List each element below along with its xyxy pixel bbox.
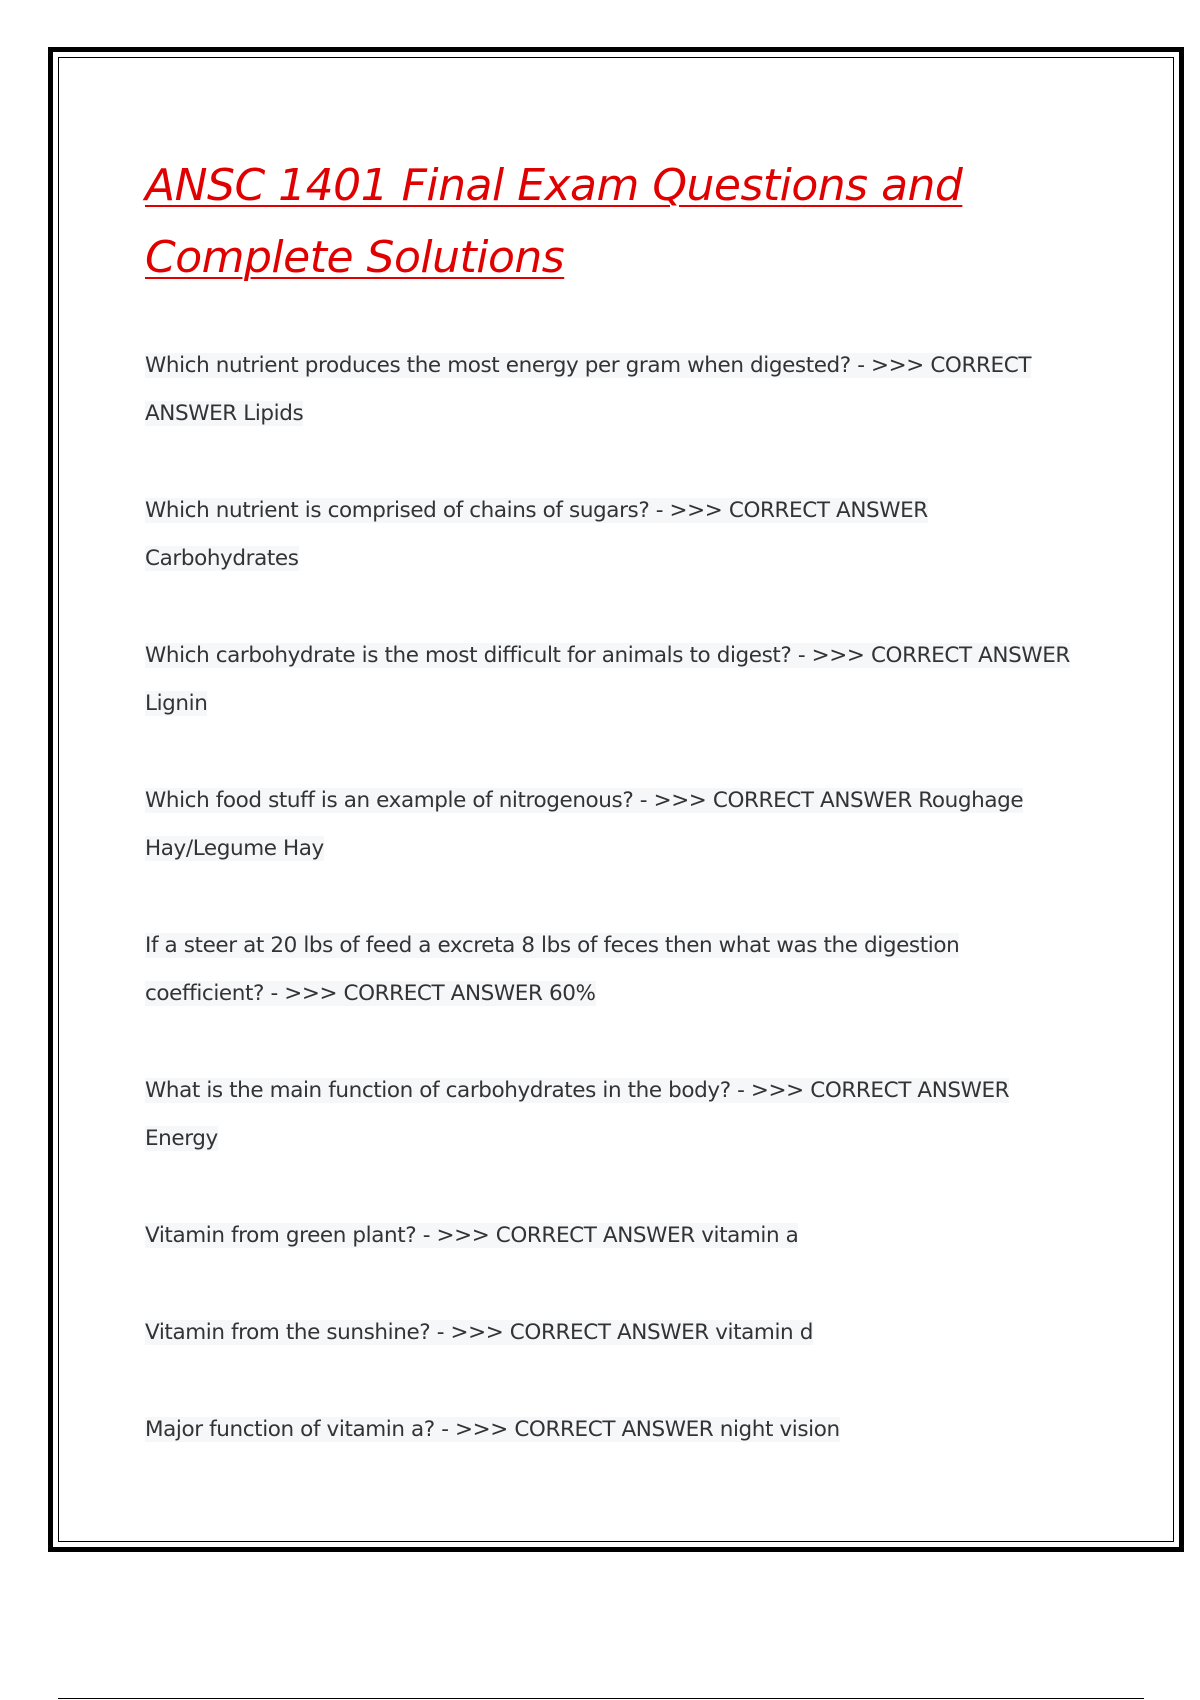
qa-item	[145, 632, 1075, 728]
qa-text: Vitamin from the sunshine? - >>> CORRECT ANSWER vitamin d	[145, 1320, 813, 1345]
qa-text: Which carbohydrate is the most difficult for animals to digest? - >>> CORRECT ANSWER Lignin	[145, 643, 1070, 716]
footer-rule	[58, 1698, 1144, 1699]
document-title-text: ANSC 1401 Final Exam Questions and Complete Solutions	[145, 160, 963, 283]
qa-list	[145, 342, 1075, 1454]
qa-text: Vitamin from green plant? - >>> CORRECT ANSWER vitamin a	[145, 1223, 799, 1248]
document-content	[145, 150, 1075, 1503]
qa-item	[145, 1309, 1075, 1357]
qa-text: Which nutrient is comprised of chains of sugars? - >>> CORRECT ANSWER Carbohydrates	[145, 498, 928, 571]
qa-item	[145, 1406, 1075, 1454]
qa-item	[145, 342, 1075, 438]
document-title	[145, 150, 1075, 294]
qa-text: Which food stuff is an example of nitrogenous? - >>> CORRECT ANSWER Roughage Hay/Legume Hay	[145, 788, 1024, 861]
qa-item	[145, 777, 1075, 873]
qa-text: Major function of vitamin a? - >>> CORRECT ANSWER night vision	[145, 1417, 840, 1442]
qa-text: Which nutrient produces the most energy per gram when digested? - >>> CORRECT ANSWER Lipids	[145, 353, 1032, 426]
qa-item	[145, 1067, 1075, 1163]
qa-item	[145, 922, 1075, 1018]
qa-item	[145, 487, 1075, 583]
qa-text: What is the main function of carbohydrates in the body? - >>> CORRECT ANSWER Energy	[145, 1078, 1010, 1151]
qa-text: If a steer at 20 lbs of feed a excreta 8 lbs of feces then what was the digestion coefficient? - >>> CORRECT ANSWER 60%	[145, 933, 960, 1006]
qa-item	[145, 1212, 1075, 1260]
